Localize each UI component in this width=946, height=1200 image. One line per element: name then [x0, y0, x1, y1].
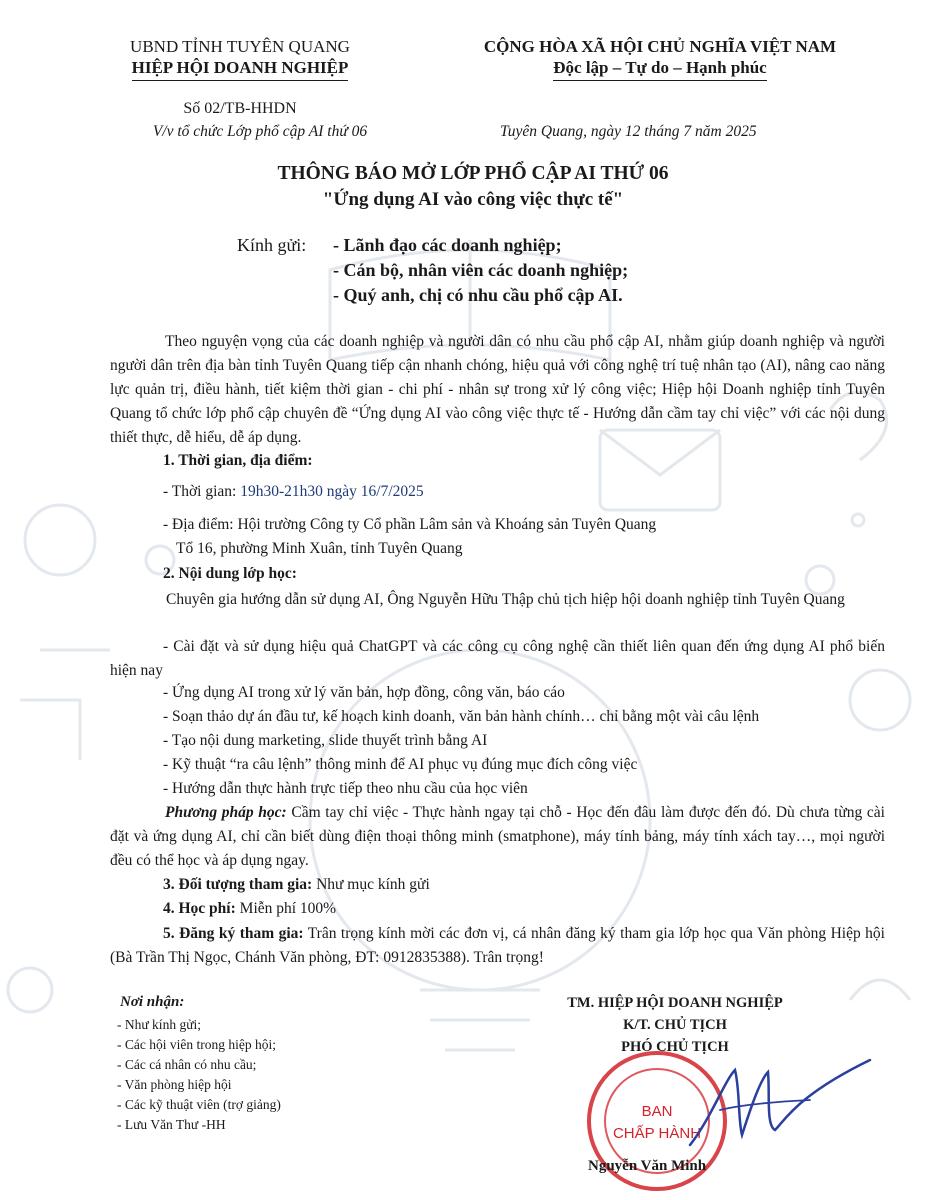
stamp-text-line2: CHẤP HÀNH: [612, 1125, 702, 1142]
section-4-text: Miễn phí 100%: [235, 900, 337, 917]
signature-role: K/T. CHỦ TỊCH: [623, 1017, 727, 1033]
recipients-footer-item: - Văn phòng hiệp hội: [117, 1077, 232, 1092]
intro-paragraph: Theo nguyện vọng của các doanh nghiệp và người dân có nhu cầu phổ cập AI, nhằm giúp doanh nghiệp và người người dân trên địa bàn tỉnh Tuyên Quang tiếp cận nhanh chóng, hiệu quả với công nghệ trí tuệ nhân tạo (AI), nâng cao năng lực quản trị, điều hành, tiết kiệm thời gian - chi phí - nhân sự trong xử lý công việc; Hiệp hội Doanh nghiệp tỉnh Tuyên Quang tổ chức lớp phổ cập chuyên đề “Ứng dụng AI vào công việc thực tế - Hướng dẫn cầm tay chỉ việc” với các nội dung thiết thực, dễ hiểu, dễ áp dụng.: [110, 333, 885, 446]
method-paragraph: [110, 801, 885, 873]
method-text: Cầm tay chỉ việc - Thực hành ngay tại chỗ - Học đến đâu làm được đến đó. Dù chưa từng cài đặt và ứng dụng AI, chỉ cần biết dùng điện thoại thông minh (smatphone), máy tính bảng, máy tính xách tay…, mọi người đều có thể học và áp dụng ngay.: [110, 804, 885, 869]
section-4-label: 4. Học phí:: [163, 900, 236, 917]
section-2-heading: 2. Nội dung lớp học:: [163, 565, 297, 582]
recipients-footer-item: - Các kỹ thuật viên (trợ giảng): [117, 1097, 281, 1112]
recipient-item: - Lãnh đạo các doanh nghiệp;: [333, 235, 562, 255]
recipient-item: - Quý anh, chị có nhu cầu phổ cập AI.: [333, 285, 623, 305]
notice-subtitle: "Ứng dụng AI vào công việc thực tế": [322, 189, 624, 210]
issuer-name: HIỆP HỘI DOANH NGHIỆP: [132, 57, 349, 81]
content-item: - Hướng dẫn thực hành trực tiếp theo nhu cầu của học viên: [163, 780, 528, 797]
time-label: - Thời gian:: [163, 483, 241, 500]
issuer-parent: UBND TỈNH TUYÊN QUANG: [130, 37, 350, 56]
content-item-first: - Cài đặt và sử dụng hiệu quả ChatGPT và các công cụ công nghệ cần thiết liên quan đến ứng dụng AI phổ biến hiện nay: [110, 638, 885, 679]
document-subject: V/v tổ chức Lớp phổ cập AI thứ 06: [152, 123, 368, 140]
stamp-text-line1: BAN: [641, 1103, 673, 1120]
handwritten-signature: [680, 1050, 880, 1160]
method-label: Phương pháp học:: [165, 804, 287, 821]
content-item: - Ứng dụng AI trong xử lý văn bản, hợp đồng, công văn, báo cáo: [163, 684, 565, 701]
place-value: Hội trường Công ty Cổ phần Lâm sản và Khoáng sản Tuyên Quang: [237, 516, 657, 533]
section-3-text: Như mục kính gửi: [312, 876, 430, 893]
issuer-block: [110, 36, 370, 81]
place-label: - Địa điểm:: [163, 516, 238, 533]
signer-name: Nguyễn Văn Minh: [588, 1158, 707, 1174]
recipients-footer-title: Nơi nhận:: [120, 994, 185, 1010]
section-4: [163, 900, 336, 918]
national-title: CỘNG HÒA XÃ HỘI CHỦ NGHĨA VIỆT NAM: [483, 37, 837, 56]
national-heading: [430, 36, 890, 81]
recipients-footer-item: - Như kính gửi;: [117, 1017, 202, 1032]
signature-title: PHÓ CHỦ TỊCH: [621, 1039, 729, 1055]
section-5-paragraph: [110, 922, 885, 970]
section-5-label: 5. Đăng ký tham gia:: [163, 925, 304, 942]
recipients-footer-item: - Các hội viên trong hiệp hội;: [117, 1037, 276, 1052]
recipients-footer-item: - Các cá nhân có nhu cầu;: [117, 1057, 257, 1072]
place-line: [163, 516, 656, 534]
section-5-text: Trân trọng kính mời các đơn vị, cá nhân đăng ký tham gia lớp học qua Văn phòng Hiệp hội (Bà Trần Thị Ngọc, Chánh Văn phòng, ĐT: 0912835388). Trân trọng!: [110, 925, 885, 966]
section-3: [163, 876, 430, 894]
time-value: 19h30-21h30 ngày 16/7/2025: [240, 483, 424, 500]
section-3-label: 3. Đối tượng tham gia:: [163, 876, 313, 893]
content-item: - Tạo nội dung marketing, slide thuyết trình bằng AI: [163, 732, 488, 749]
document-date: Tuyên Quang, ngày 12 tháng 7 năm 2025: [500, 123, 757, 140]
signature-org: TM. HIỆP HỘI DOANH NGHIỆP: [567, 995, 783, 1011]
national-motto: Độc lập – Tự do – Hạnh phúc: [553, 57, 766, 81]
section-1-heading: 1. Thời gian, địa điểm:: [163, 452, 313, 469]
recipients-footer-item: - Lưu Văn Thư -HH: [117, 1117, 226, 1132]
notice-title: THÔNG BÁO MỞ LỚP PHỔ CẬP AI THỨ 06: [277, 163, 669, 184]
content-item: - Soạn thảo dự án đầu tư, kế hoạch kinh doanh, văn bản hành chính… chỉ bằng một vài câu lệnh: [163, 708, 760, 725]
recipient-item: - Cán bộ, nhân viên các doanh nghiệp;: [333, 260, 629, 280]
time-line: [163, 483, 424, 501]
document-number: Số 02/TB-HHDN: [183, 100, 297, 117]
place-address: Tổ 16, phường Minh Xuân, tỉnh Tuyên Quang: [176, 540, 463, 557]
content-item: - Kỹ thuật “ra câu lệnh” thông minh để AI phục vụ đúng mục đích công việc: [163, 756, 638, 773]
recipients-label: Kính gửi:: [237, 235, 307, 255]
expert-paragraph: Chuyên gia hướng dẫn sử dụng AI, Ông Nguyễn Hữu Thập chủ tịch hiệp hội doanh nghiệp tỉnh Tuyên Quang: [166, 591, 845, 608]
